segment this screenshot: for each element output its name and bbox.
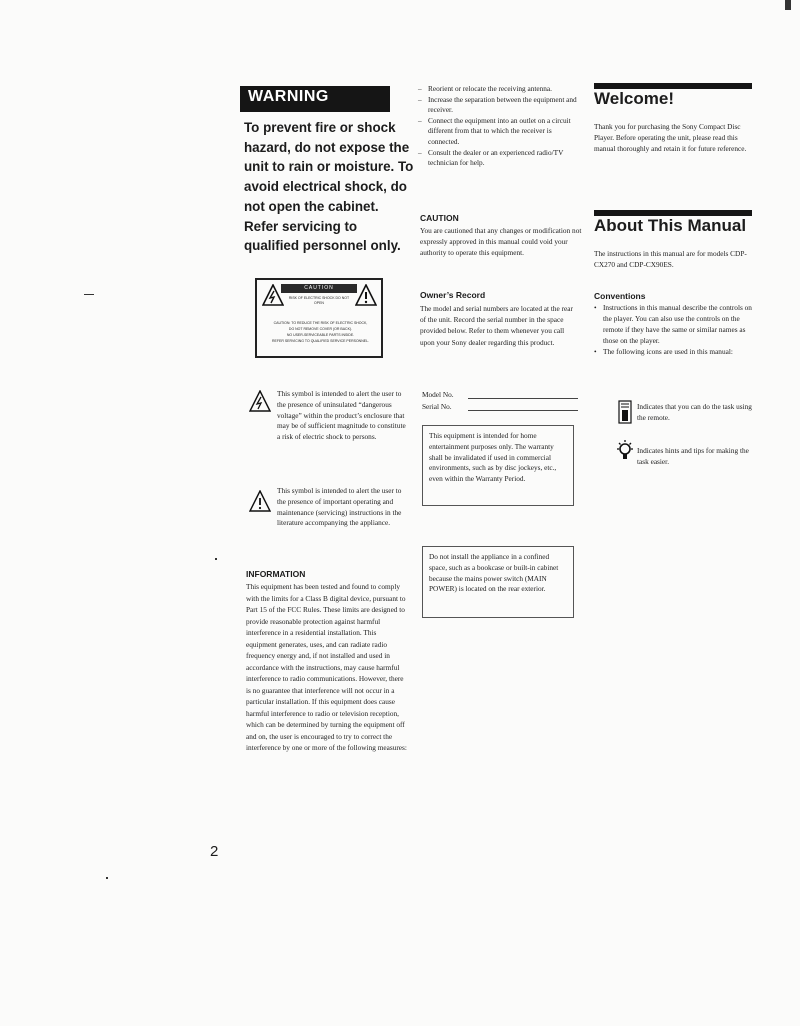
installation-notice: Do not install the appliance in a confined space, such as a bookcase or built-in cabinet because the mains power switch (MAIN POWER) is located on the rear exterior.: [422, 546, 574, 618]
information-body: This equipment has been tested and found to comply with the limits for a Class B digital device, pursuant to Part 15 of the FCC Rules. These limits are designed to provide reasonable protection against harmful interference in a residential installation. This equipment generates, uses, and can radiate radio frequency energy and, if not installed and used in accordance with the instructions, may cause harmful interference to radio communications. However, there is no guarantee that interference will not occur in a particular installation. If this equipment does cause harmful interference to radio or television reception, which can be determined by turning the equipment off and on, the user is encouraged to try to correct the interference by one or more of the following measures:: [246, 582, 407, 752]
model-number-label: Model No.: [422, 390, 454, 399]
serial-number-field: [468, 410, 578, 411]
model-number-field: [468, 398, 578, 399]
caution-label-subtitle: RISK OF ELECTRIC SHOCK DO NOT OPEN: [288, 296, 350, 305]
list-item: – Reorient or relocate the receiving antenna.: [418, 84, 583, 95]
home-use-notice: This equipment is intended for home entertainment purposes only. The warranty shall be invalidated if used in commercial environments, such as by disc jockeys, etc., even within the Warranty Period.: [422, 425, 574, 506]
scan-mark: [106, 877, 108, 879]
remote-icon-description: Indicates that you can do the task using the remote.: [637, 402, 752, 422]
scan-mark: [215, 558, 217, 560]
lightning-triangle-icon: [249, 390, 271, 412]
scan-mark: [84, 294, 94, 295]
caution-label-lines: [268, 320, 373, 344]
voltage-symbol-text: This symbol is intended to alert the user to the presence of uninsulated “dangerous voltage” within the product’s enclosure that may be of sufficient magnitude to constitute a risk of electric shock to persons.: [277, 389, 406, 442]
lightning-triangle-icon: [262, 284, 284, 306]
conventions-heading: Conventions: [594, 291, 646, 301]
warning-label: WARNING: [248, 88, 329, 105]
exclamation-triangle-icon: [249, 490, 271, 512]
owners-record-body: The model and serial numbers are located at the rear of the unit. Record the serial number in the space provided below. Refer to them whenever you call upon your Sony dealer regarding this product.: [420, 304, 573, 347]
page-number: 2: [210, 843, 219, 860]
conventions-list: [594, 303, 756, 358]
owners-record-heading: Owner’s Record: [420, 290, 486, 300]
caution-line: NO USER-SERVICEABLE PARTS INSIDE.: [286, 333, 355, 337]
information-heading: INFORMATION: [246, 569, 306, 579]
list-item: – Increase the separation between the equipment and receiver.: [418, 95, 583, 116]
welcome-title: Welcome!: [594, 89, 674, 108]
hint-icon-description: Indicates hints and tips for making the task easier.: [637, 446, 749, 466]
caution-heading: CAUTION: [420, 213, 459, 223]
scan-mark: [785, 0, 791, 10]
interference-measures-list: [418, 84, 583, 169]
caution-label-title: CAUTION: [281, 284, 357, 293]
hazard-warning-text: To prevent fire or shock hazard, do not expose the unit to rain or moisture. To avoid electrical shock, do not open the cabinet. Refer servicing to qualified personnel only.: [244, 120, 414, 254]
caution-line: REFER SERVICING TO QUALIFIED SERVICE PERSONNEL.: [272, 339, 369, 343]
list-item: – Connect the equipment into an outlet on a circuit different from that to which the receiver is connected.: [418, 116, 583, 148]
list-item: • The following icons are used in this manual:: [594, 347, 756, 358]
caution-line: CAUTION: TO REDUCE THE RISK OF ELECTRIC SHOCK,: [273, 321, 368, 325]
remote-icon: [618, 400, 632, 424]
about-manual-body: The instructions in this manual are for models CDP-CX270 and CDP-CX90ES.: [594, 249, 747, 269]
attention-symbol-text: This symbol is intended to alert the user to the presence of important operating and maintenance (servicing) instructions in the literature accompanying the appliance.: [277, 486, 402, 528]
list-item: – Consult the dealer or an experienced radio/TV technician for help.: [418, 148, 583, 169]
caution-body: You are cautioned that any changes or modification not expressly approved in this manual could void your authority to operate this equipment.: [420, 226, 582, 257]
serial-number-label: Serial No.: [422, 402, 452, 411]
about-manual-title: About This Manual: [594, 216, 747, 235]
exclamation-triangle-icon: [355, 284, 377, 306]
welcome-body: Thank you for purchasing the Sony Compact Disc Player. Before operating the unit, please read this manual thoroughly and retain it for future reference.: [594, 122, 747, 153]
lightbulb-icon: [616, 440, 634, 462]
caution-line: DO NOT REMOVE COVER (OR BACK).: [288, 327, 353, 331]
list-item: • Instructions in this manual describe the controls on the player. You can also use the controls on the remote if they have the same or similar names as those on the player.: [594, 303, 756, 347]
